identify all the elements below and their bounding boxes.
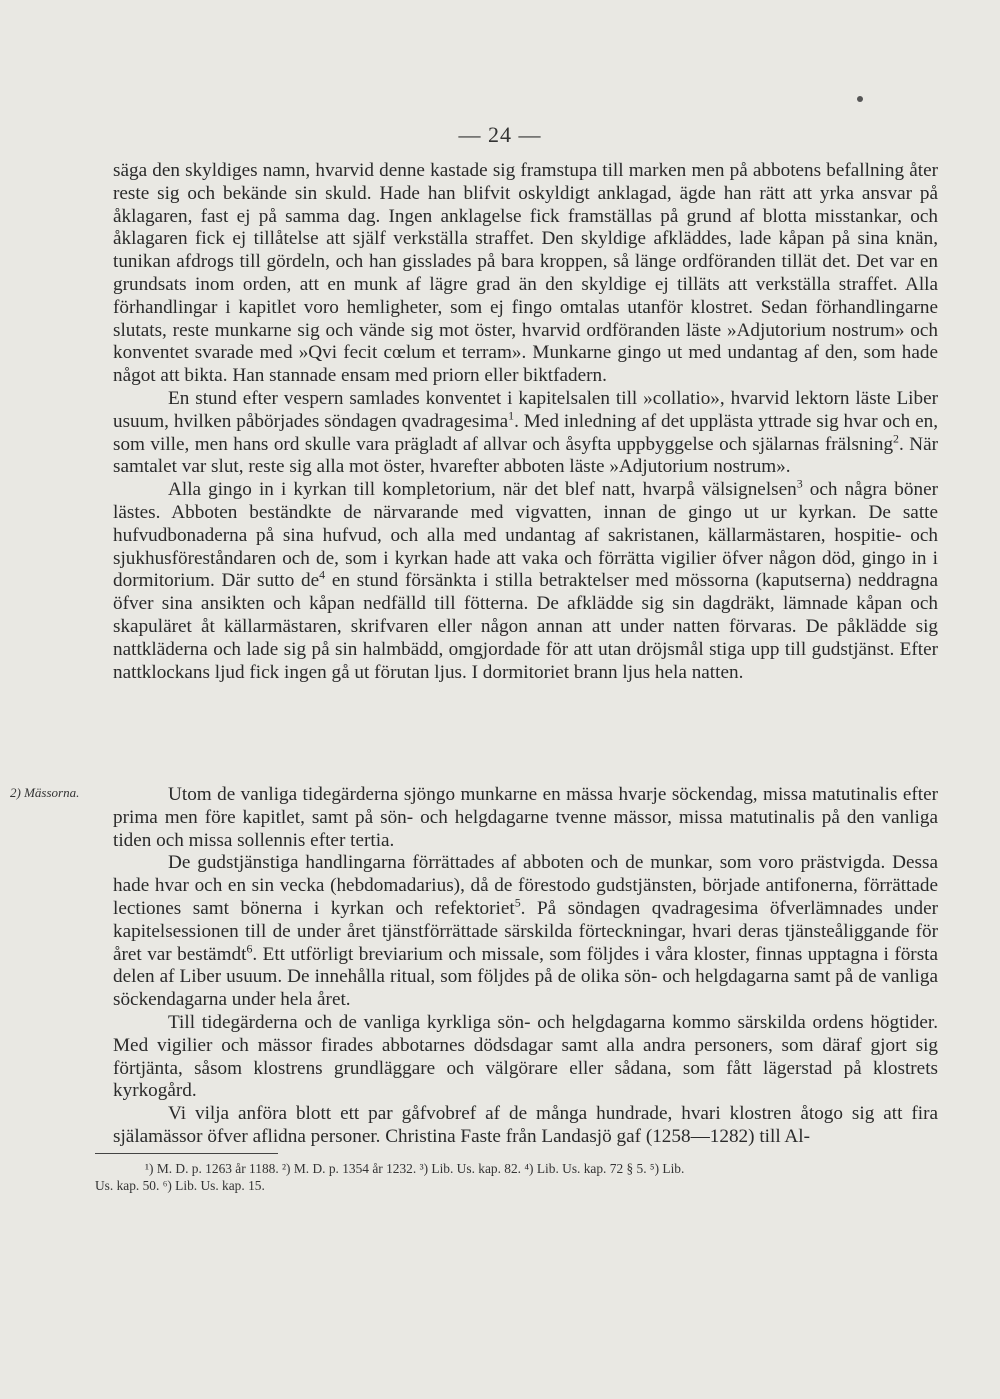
text-block-upper [113, 160, 938, 684]
footnote-ref-2: 2 [893, 431, 899, 446]
paragraph-2: En stund efter vespern samlades konventet i kapitelsalen till »collatio», hvarvid lektorn läste Liber usuum, hvilken påbörjades söndagen qvadragesima$^1$. Med inledning af det upplästa yttrade sig hvar och en, som ville, men hans ord skulle vara prägladt af allvar och åsyfta uppbyggelse och själarnas frälsning$^2$. När samtalet var slut, reste sig alla mot öster, hvarefter abboten läste »Adjutorium nostrum». [113, 387, 938, 478]
paragraph-7: Vi vilja anföra blott ett par gåfvobref af de många hundrade, hvari klostren åtogo sig att fira själamässor öfver aflidna personer. Christina Faste från Landasjö gaf (1258—1282) till Al- [113, 1103, 938, 1147]
footnotes [95, 1160, 935, 1194]
ink-speck [857, 96, 863, 102]
page-number: — 24 — [458, 122, 542, 147]
paragraph-1: säga den skyldiges namn, hvarvid denne kastade sig framstupa till marken men på abbotens befallning åter reste sig och bekände sin skuld. Hade han blifvit oskyldigt anklagad, ägde han rätt att yrka ansvar på åklagaren, fast ej på samma dag. Ingen anklagelse fick framställas på grund af blotta misstankar, och åklagaren fick ej tillåtelse att själf verkställa straffet. Den skyldige afkläddes, lade kåpan på sina knän, tunikan afdrogs till gördeln, och han gisslades på bara kroppen, så länge ordföranden tillät det. Det var en grundsats inom orden, att en munk af lägre grad än den skyldige ej tilläts att verkställa straffet. Alla förhandlingar i kapitlet voro hemligheter, som ej fingo omtalas utanför klostret. Sedan förhandlingarne slutats, reste munkarne sig och vände sig mot öster, hvarvid ordföranden läste »Adjutorium nostrum» och konventet svarade med »Qvi fecit cœlum et terram». Munkarne gingo ut med undantag af den, som hade något att bikta. Han stannade ensam med priorn eller biktfadern. [113, 160, 938, 387]
paragraph-6: Till tidegärderna och de vanliga kyrkliga sön- och helgdagarna kommo särskilda ordens högtider. Med vigilier och mässor firades abbotarnes dödsdagar samt alla andra personers, som däraf gjort sig förtjänta, såsom klostrens grundläggare och välgörare eller sådana, som fått lägerstad på klostrets kyrkogård. [113, 1011, 938, 1102]
footnote-ref-3: 3 [796, 476, 803, 491]
footnote-ref-6: 6 [246, 941, 253, 956]
margin-note: 2) Mässorna. [10, 785, 80, 800]
footnote-divider [95, 1153, 278, 1154]
paragraph-4: Utom de vanliga tidegärderna sjöngo munkarne en mässa hvarje söckendag, missa matutinalis efter prima men före kapitlet, samt på sön- och helgdagarne tvenne mässor, missa matutinalis på den vanliga tiden och missa sollennis efter tertia. [113, 784, 938, 851]
paragraph-5: De gudstjänstiga handlingarna förrättades af abboten och de munkar, som voro prästvigda. Dessa hade hvar och en sin vecka (hebdomadarius), då de förestodo gudstjänsten, började antifonerna, förrättade lectiones samt bönerna i kyrkan och refektoriet$^5$. På söndagen qvadragesima öfverlämnades under kapitelsessionen till de under året tjänstförrättade särskilda förteckningar, hvari deras tjänsteåliggande för året var bestämdt$^6$. Ett utförligt breviarium och missale, som följdes i våra kloster, finnas upptagna i första delen af Liber usuum. De innehålla ritual, som följdes på de olika sön- och helgdagarna samt på de vanliga söckendagarna under hela året. [113, 852, 939, 1011]
footnote-line-2: Us. kap. 50. ⁶) Lib. Us. kap. 15. [95, 1178, 265, 1193]
footnote-line-1: ¹) M. D. p. 1263 år 1188. ²) M. D. p. 1354 år 1232. ³) Lib. Us. kap. 82. ⁴) Lib. Us. kap. 72 § 5. ⁵) Lib. [145, 1161, 685, 1176]
footnote-ref-4: 4 [319, 567, 326, 582]
paragraph-3: Alla gingo in i kyrkan till kompletorium, när det blef natt, hvarpå välsignelsen$^3$ och några böner lästes. Abboten beständkte de närvarande med vigvatten, innan de gingo ut ur kyrkan. De satte hufvudbonaderna på sina hufvud, och alla med undantag af sakristanen, källarmästaren, hospitie- och sjukhusföreståndaren och de, som i kyrkan hade att vaka och förrätta vigilier öfver någon död, gingo in i dormitorium. Där sutto $de^4$ en stund försänkta i stilla betraktelser med mössorna (kaputserna) neddragna öfver sina ansikten och kåpan nedfälld till fötterna. De afklädde sig sin dagdräkt, lämnade kåpan och skapuläret åt källarmästaren, skrifvaren eller någon annan att under natten förvaras. De påklädde sig nattkläderna och lade sig på sin halmbädd, omgjordade för att utan dröjsmål stiga upp till gudstjänst. Efter nattklockans ljud fick ingen gå ut förutan ljus. I dormitoriet brann ljus hela natten. [113, 476, 938, 683]
text-block-lower [113, 784, 938, 1149]
footnote-ref-1: 1 [508, 408, 515, 423]
footnote-ref-5: 5 [514, 895, 521, 910]
